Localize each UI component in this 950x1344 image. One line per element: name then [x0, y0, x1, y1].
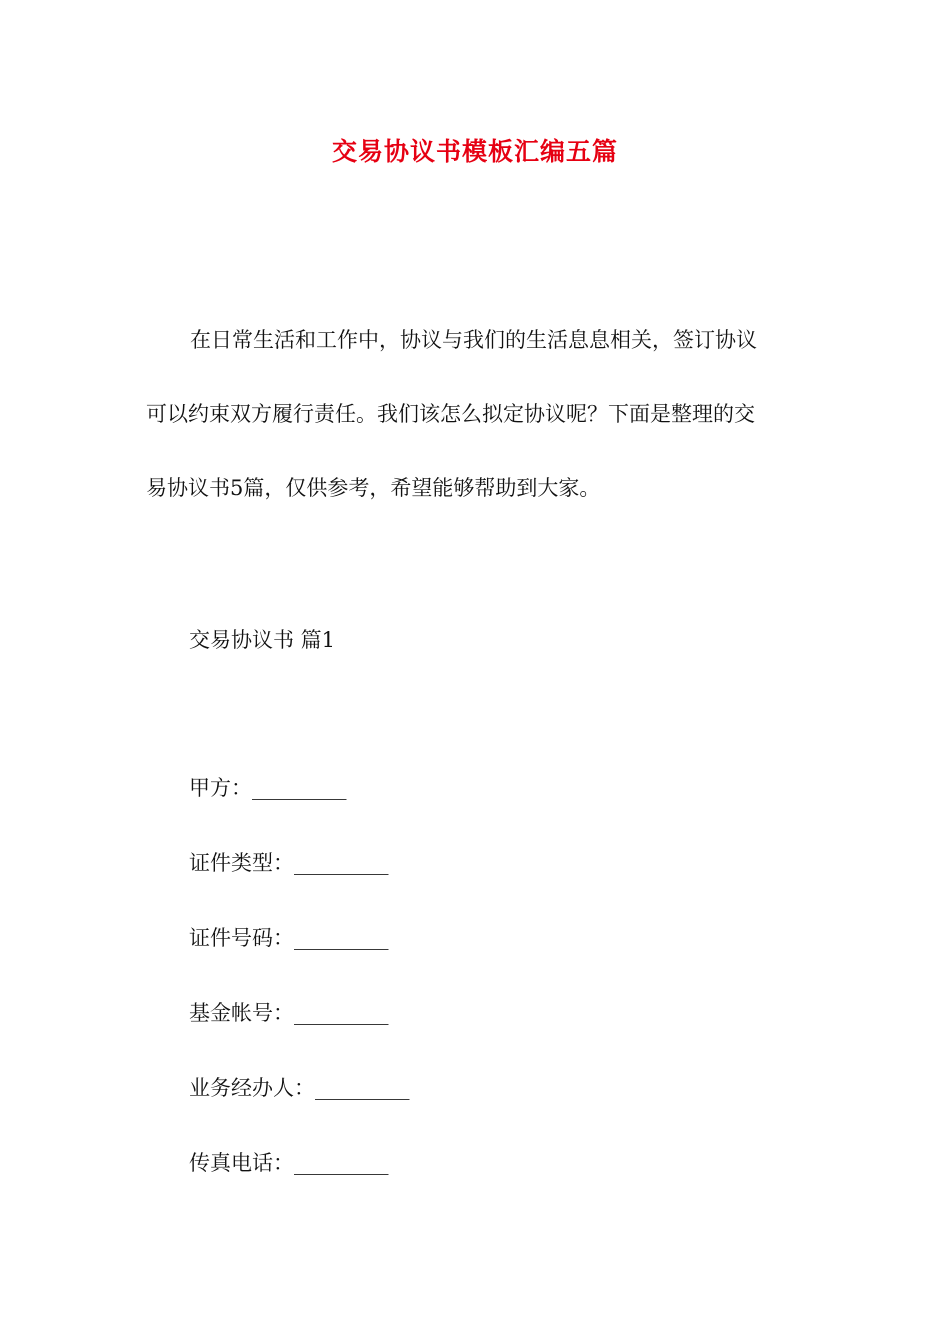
field-label: 证件号码：: [189, 926, 294, 950]
field-id-type: [189, 845, 389, 881]
intro-line-2: 可以约束双方履行责任。我们该怎么拟定协议呢？下面是整理的交: [146, 402, 755, 426]
intro-line-1: 在日常生活和工作中，协议与我们的生活息息相关，签订协议: [190, 328, 757, 352]
field-label: 传真电话：: [189, 1151, 294, 1175]
intro-line-3: 易协议书5篇，仅供参考，希望能够帮助到大家。: [146, 476, 601, 500]
field-label: 业务经办人：: [189, 1076, 315, 1100]
field-label: 证件类型：: [189, 851, 294, 875]
section-heading: 交易协议书 篇1: [189, 628, 336, 652]
field-party-a: [189, 770, 347, 806]
field-blank: _________: [252, 776, 347, 800]
field-blank: _________: [294, 1001, 389, 1025]
field-blank: _________: [294, 926, 389, 950]
field-agent: [189, 1070, 410, 1106]
field-fund-account: [189, 995, 389, 1031]
field-blank: _________: [294, 851, 389, 875]
field-fax: [189, 1145, 389, 1181]
document-title: 交易协议书模板汇编五篇: [331, 137, 618, 166]
field-label: 甲方：: [189, 776, 252, 800]
field-id-number: [189, 920, 389, 956]
field-label: 基金帐号：: [189, 1001, 294, 1025]
field-blank: _________: [294, 1151, 389, 1175]
field-blank: _________: [315, 1076, 410, 1100]
